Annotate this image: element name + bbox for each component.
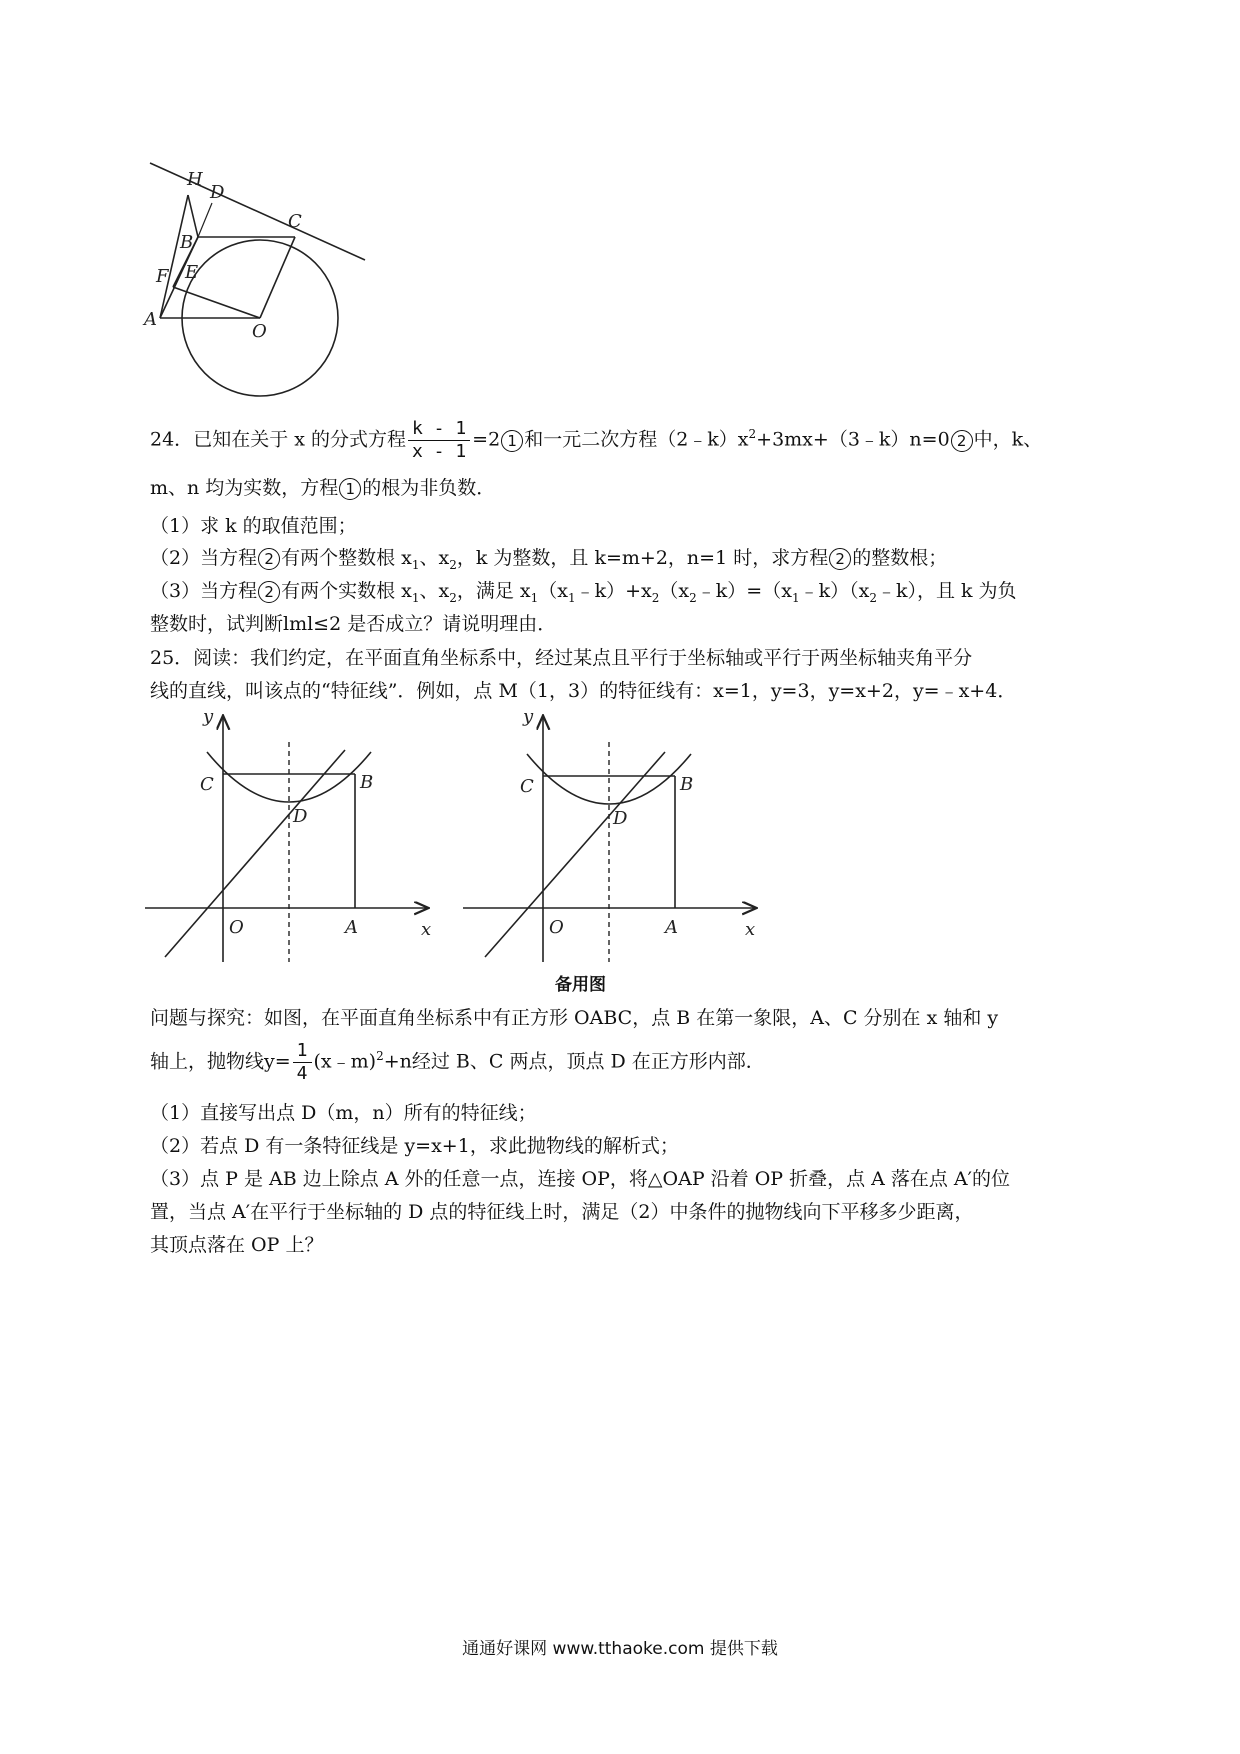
svg-text:B: B — [360, 772, 374, 793]
q24-part3: （3）当方程 2 有两个实数根 $x_1$、$x_2$，满足 $x_1(x_1﹣k)+x_2(x_2﹣k)=(x_1﹣k)(x_2﹣k)$，且 k 为负 — [150, 580, 1017, 605]
q24-part3-cont: 整数时，试判断lml≤2 是否成立？请说明理由． — [150, 613, 557, 635]
q24-part2: （2）当方程 2 有两个整数根 $x_1$、$x_2$，k 为整数，且 k=m+2，n=1 时，求方程 2 的整数根； — [150, 547, 948, 572]
svg-text:F: F — [156, 266, 169, 287]
svg-text:C: C — [288, 211, 302, 232]
svg-text:O: O — [229, 917, 244, 938]
q24-fraction: $\frac{k - 1}{x - 1}$ — [408, 418, 470, 463]
svg-text:x: x — [421, 919, 432, 940]
q25-part3-cont2: 其顶点落在 OP 上？ — [150, 1234, 324, 1256]
svg-text:O: O — [549, 917, 564, 938]
svg-text:D: D — [210, 182, 225, 203]
svg-text:A: A — [345, 917, 358, 938]
circle-tangent-figure — [140, 155, 380, 405]
q25-fraction: $\frac{1}{4}$ — [293, 1040, 312, 1085]
svg-text:C: C — [520, 776, 534, 797]
q24-part1: （1）求 k 的取值范围； — [150, 515, 357, 537]
q25-part1: （1）直接写出点 D（m，n）所有的特征线； — [150, 1102, 537, 1124]
svg-text:H: H — [187, 169, 203, 190]
svg-text:O: O — [252, 321, 267, 342]
spare-figure-caption: 备用图 — [555, 975, 606, 995]
q25-problem-line1: 问题与探究：如图，在平面直角坐标系中有正方形 OABC，点 B 在第一象限，A、C 分别在 x 轴和 y — [150, 1007, 999, 1029]
svg-text:C: C — [200, 774, 214, 795]
svg-text:A: A — [144, 309, 157, 330]
svg-text:E: E — [185, 262, 199, 283]
q25-line1: 25．阅读：我们约定，在平面直角坐标系中，经过某点且平行于坐标轴或平行于两坐标轴夹角平分 — [150, 647, 973, 669]
coordinate-graph-main — [145, 712, 435, 967]
coordinate-graph-spare — [463, 712, 763, 967]
q24-line2: m、n 均为实数，方程 1 的根为非负数． — [150, 477, 496, 499]
q25-line2: 线的直线，叫该点的“特征线”．例如，点 M（1，3）的特征线有：x=1，y=3，y=x+2，y=﹣x+4． — [150, 680, 1017, 702]
svg-text:D: D — [613, 808, 628, 829]
svg-text:B: B — [680, 774, 694, 795]
page-footer: 通通好课网 www.tthaoke.com 提供下载 — [462, 1639, 778, 1659]
svg-text:A: A — [665, 917, 678, 938]
svg-text:x: x — [745, 919, 756, 940]
q25-part2: （2）若点 D 有一条特征线是 y=x+1，求此抛物线的解析式； — [150, 1135, 679, 1157]
svg-text:D: D — [293, 806, 308, 827]
svg-text:B: B — [180, 232, 194, 253]
q25-part3-cont1: 置，当点 A′在平行于坐标轴的 D 点的特征线上时，满足（2）中条件的抛物线向下平移多少距离， — [150, 1201, 974, 1223]
q24-line1: 24．已知在关于 x 的分式方程 $\frac{k - 1}{x - 1}$ =2 1 和一元二次方程$(2﹣k)x^2+3mx+(3﹣k)n=0$ 2 中，k、 — [150, 418, 1043, 462]
svg-text:y: y — [523, 712, 534, 727]
q25-problem-line2: 轴上，抛物线y= $\frac{1}{4}$ (x﹣m)$^2$+n经过 B、C 两点，顶点 D 在正方形内部． — [150, 1040, 765, 1084]
svg-text:y: y — [203, 712, 214, 727]
q25-part3: （3）点 P 是 AB 边上除点 A 外的任意一点，连接 OP，将△OAP 沿着 OP 折叠，点 A 落在点 A′的位 — [150, 1168, 1010, 1190]
